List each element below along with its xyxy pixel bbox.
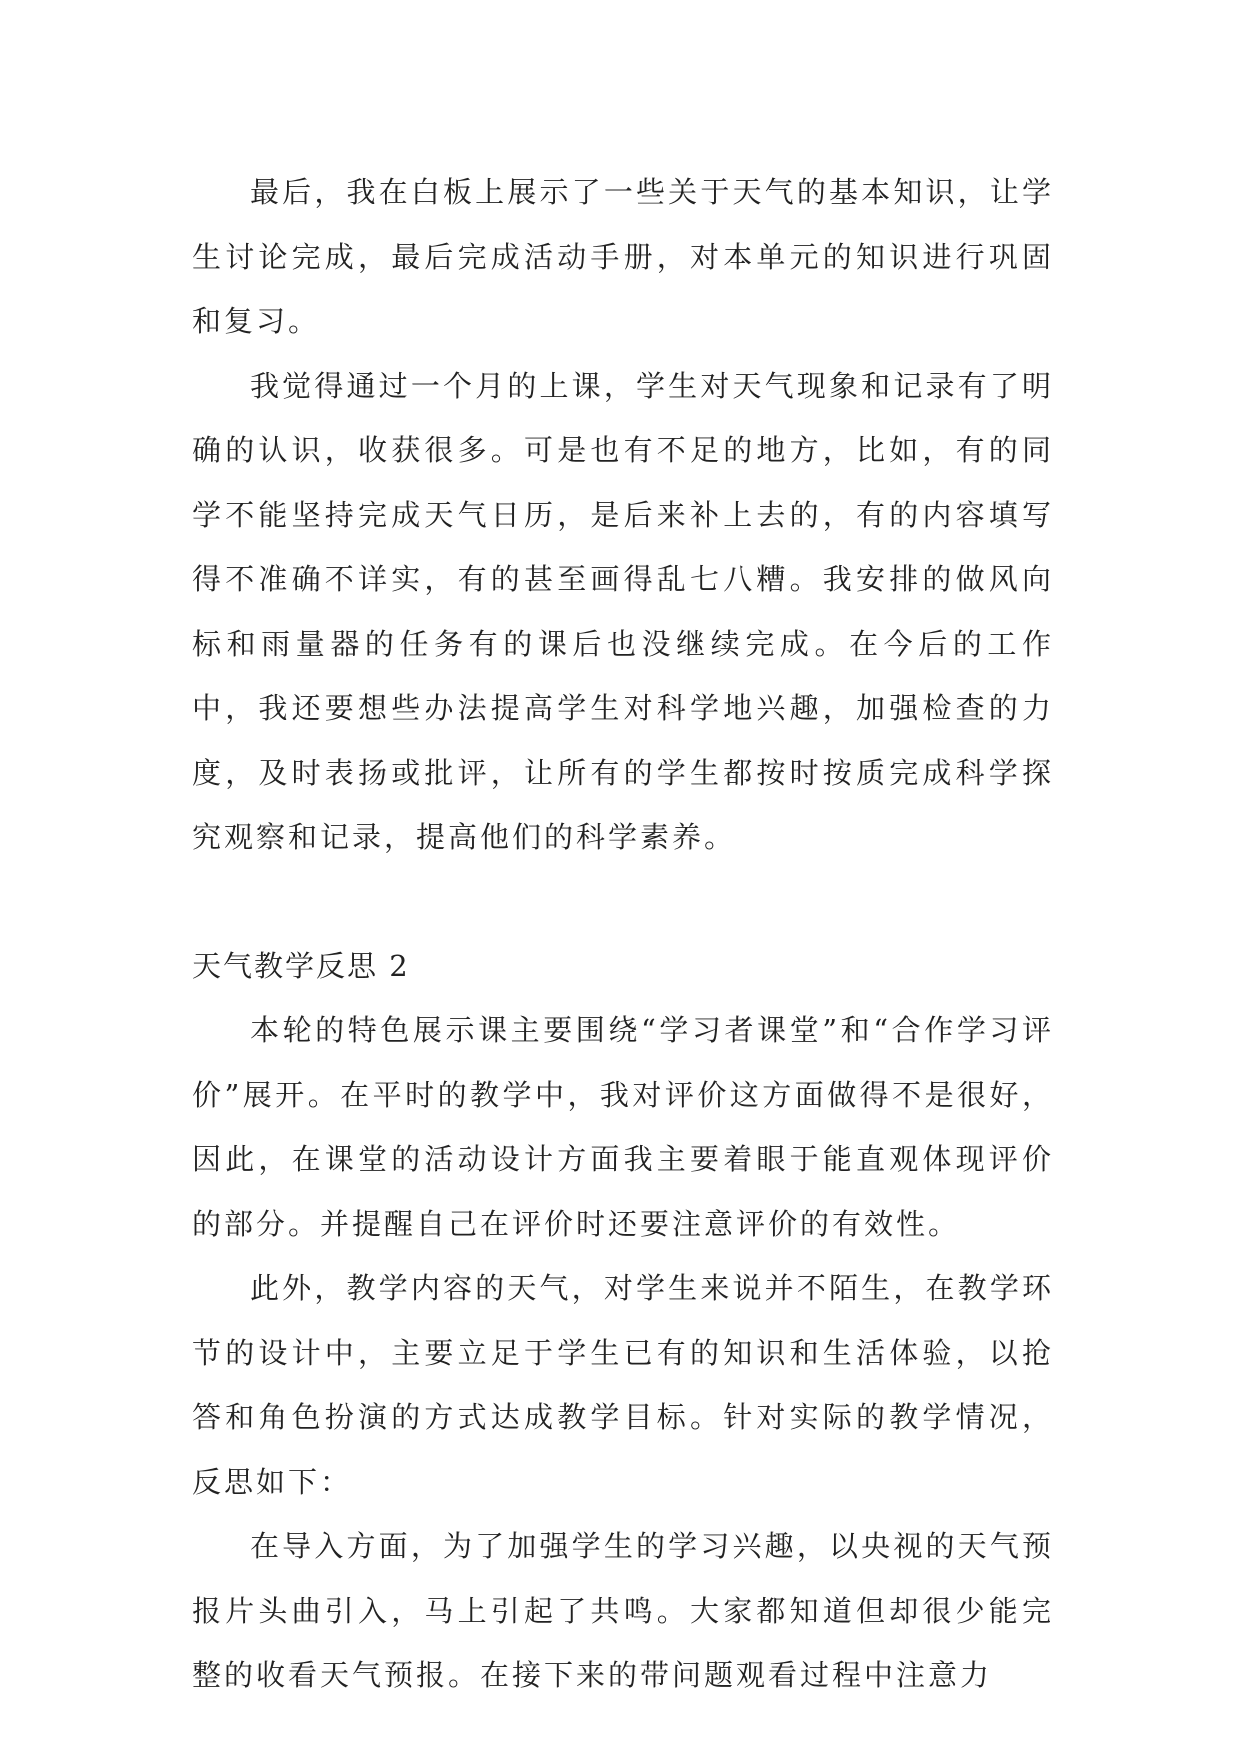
paragraph: 我觉得通过一个月的上课，学生对天气现象和记录有了明确的认识，收获很多。可是也有不足的地方，比如，有的同学不能坚持完成天气日历，是后来补上去的，有的内容填写得不准确不详实，有的甚至画得乱七八糟。我安排的做风向标和雨量器的任务有的课后也没继续完成。在今后的工作中，我还要想些办法提高学生对科学地兴趣，加强检查的力度，及时表扬或批评，让所有的学生都按时按质完成科学探究观察和记录，提高他们的科学素养。 (192, 368, 1054, 854)
paragraph: 此外，教学内容的天气，对学生来说并不陌生，在教学环节的设计中，主要立足于学生已有的知识和生活体验，以抢答和角色扮演的方式达成教学目标。针对实际的教学情况，反思如下： (192, 1271, 1054, 1499)
paragraph: 最后，我在白板上展示了一些关于天气的基本知识，让学生讨论完成，最后完成活动手册，对本单元的知识进行巩固和复习。 (192, 175, 1054, 338)
document-body (192, 160, 1054, 1708)
paragraph: 本轮的特色展示课主要围绕“学习者课堂”和“合作学习评价”展开。在平时的教学中，我对评价这方面做得不是很好，因此，在课堂的活动设计方面我主要着眼于能直观体现评价的部分。并提醒自己在评价时还要注意评价的有效性。 (192, 1013, 1054, 1241)
section-heading: 天气教学反思 2 (192, 948, 410, 983)
paragraph: 在导入方面，为了加强学生的学习兴趣，以央视的天气预报片头曲引入，马上引起了共鸣。大家都知道但却很少能完整的收看天气预报。在接下来的带问题观看过程中注意力 (192, 1529, 1054, 1692)
